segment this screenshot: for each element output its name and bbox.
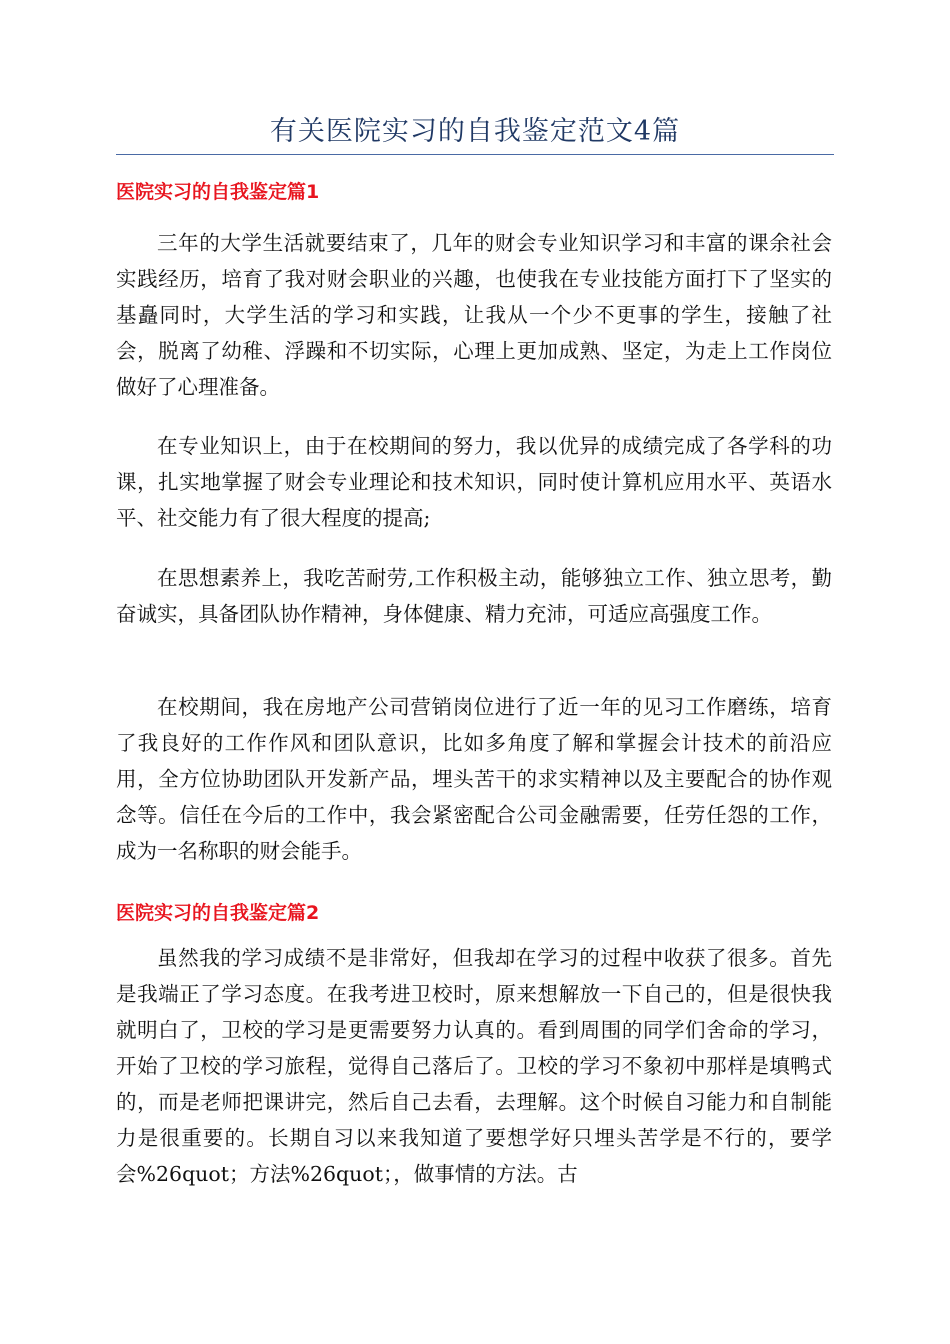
- document-title: 有关医院实习的自我鉴定范文4篇: [269, 116, 681, 147]
- section-1-paragraph-3: 在思想素养上，我吃苦耐劳,工作积极主动，能够独立工作、独立思考，勤奋诚实，具备团队协作精神，身体健康、精力充沛，可适应高强度工作。: [116, 566, 832, 626]
- section-1-paragraph-1: 三年的大学生活就要结束了，几年的财会专业知识学习和丰富的课余社会实践经历，培育了我对财会职业的兴趣，也使我在专业技能方面打下了坚实的基矗同时，大学生活的学习和实践，让我从一个少不更事的学生，接触了社会，脱离了幼稚、浮躁和不切实际，心理上更加成熟、坚定，为走上工作岗位做好了心理准备。: [116, 231, 832, 399]
- section-heading-1: 医院实习的自我鉴定篇1: [116, 181, 320, 203]
- section-1-paragraph-4: 在校期间，我在房地产公司营销岗位进行了近一年的见习工作磨练，培育了我良好的工作作风和团队意识，比如多角度了解和掌握会计技术的前沿应用，全方位协助团队开发新产品，埋头苦干的求实精神以及主要配合的协作观念等。信任在今后的工作中，我会紧密配合公司金融需要，任劳任怨的工作，成为一名称职的财会能手。: [116, 695, 832, 863]
- section-heading-2: 医院实习的自我鉴定篇2: [116, 902, 320, 924]
- title-underline: [116, 154, 834, 155]
- section-1-paragraph-2: 在专业知识上，由于在校期间的努力，我以优异的成绩完成了各学科的功课，扎实地掌握了财会专业理论和技术知识，同时使计算机应用水平、英语水平、社交能力有了很大程度的提高;: [116, 434, 832, 530]
- section-2-paragraph-1: 虽然我的学习成绩不是非常好，但我却在学习的过程中收获了很多。首先是我端正了学习态度。在我考进卫校时，原来想解放一下自己的，但是很快我就明白了，卫校的学习是更需要努力认真的。看到周围的同学们舍命的学习，开始了卫校的学习旅程，觉得自己落后了。卫校的学习不象初中那样是填鸭式的，而是老师把课讲完，然后自己去看，去理解。这个时候自习能力和自制能力是很重要的。长期自习以来我知道了要想学好只埋头苦学是不行的，要学会%26quot；方法%26quot；，做事情的方法。古: [116, 946, 832, 1186]
